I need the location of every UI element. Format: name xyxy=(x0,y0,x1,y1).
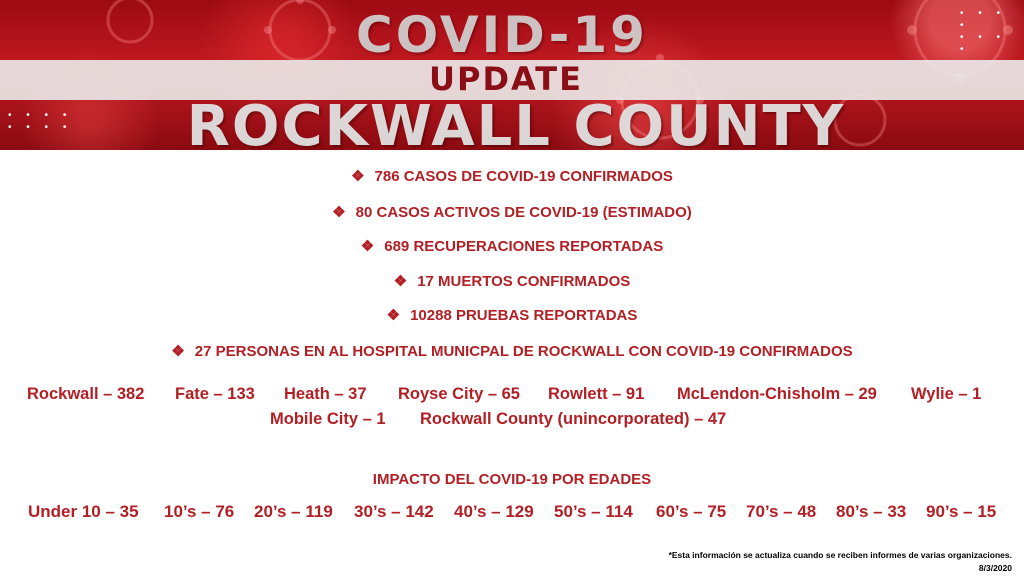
banner-county: ROCKWALL COUNTY xyxy=(186,94,846,150)
stat-deaths xyxy=(0,272,1024,290)
stat-active-cases xyxy=(0,203,1024,221)
stat-confirmed-cases xyxy=(0,167,1024,185)
city-count: Rockwall – 382 xyxy=(27,385,145,403)
bullet-diamond-icon: ❖ xyxy=(386,307,401,324)
stat-text: 80 CASOS ACTIVOS DE COVID-19 (ESTIMADO) xyxy=(355,204,692,221)
city-count: Wylie – 1 xyxy=(911,385,982,403)
update-date: 8/3/2020 xyxy=(978,563,1012,573)
city-count: Heath – 37 xyxy=(284,385,367,403)
age-count: 20’s – 119 xyxy=(254,502,333,521)
stat-hospitalized xyxy=(0,342,1024,360)
bullet-diamond-icon: ❖ xyxy=(351,168,365,185)
age-impact-heading: IMPACTO DEL COVID-19 POR EDADES xyxy=(372,471,652,488)
bullet-diamond-icon: ❖ xyxy=(393,273,408,290)
stat-text: 17 MUERTOS CONFIRMADOS xyxy=(417,273,631,290)
bullet-diamond-icon: ❖ xyxy=(332,204,346,221)
age-count: 60’s – 75 xyxy=(656,502,727,521)
city-count: Rockwall County (unincorporated) – 47 xyxy=(420,410,727,428)
footnote: *Esta información se actualiza cuando se reciben informes de varias organizaciones. xyxy=(668,550,1012,560)
banner-dots-right: • • • • • • • • xyxy=(960,8,1007,55)
banner-title: COVID-19 xyxy=(356,6,648,64)
city-count: McLendon-Chisholm – 29 xyxy=(677,385,877,403)
age-count: 40’s – 129 xyxy=(454,502,534,521)
age-count: Under 10 – 35 xyxy=(28,502,139,521)
stat-text: 27 PERSONAS EN AL HOSPITAL MUNICPAL DE ROCKWALL CON COVID-19 CONFIRMADOS xyxy=(194,343,853,360)
stat-text: 689 RECUPERACIONES REPORTADAS xyxy=(384,238,664,255)
age-count: 80’s – 33 xyxy=(836,502,907,521)
age-count: 70’s – 48 xyxy=(746,502,817,521)
city-count: Royse City – 65 xyxy=(398,385,520,403)
bullet-diamond-icon: ❖ xyxy=(171,343,185,360)
age-count: 90’s – 15 xyxy=(926,502,997,521)
age-count: 10’s – 76 xyxy=(164,502,235,521)
header-banner xyxy=(0,0,1024,150)
city-count: Rowlett – 91 xyxy=(548,385,645,403)
city-count: Mobile City – 1 xyxy=(270,410,386,428)
stat-text: 10288 PRUEBAS REPORTADAS xyxy=(410,307,638,324)
stat-recoveries xyxy=(0,237,1024,255)
city-count: Fate – 133 xyxy=(175,385,255,403)
banner-dots-left: • • • • • • • • xyxy=(8,110,73,133)
banner-subtitle: UPDATE xyxy=(429,60,583,98)
age-count: 50’s – 114 xyxy=(554,502,633,521)
age-count: 30’s – 142 xyxy=(354,502,434,521)
stat-tests xyxy=(0,306,1024,324)
stat-text: 786 CASOS DE COVID-19 CONFIRMADOS xyxy=(374,168,673,185)
bullet-diamond-icon: ❖ xyxy=(360,238,375,255)
